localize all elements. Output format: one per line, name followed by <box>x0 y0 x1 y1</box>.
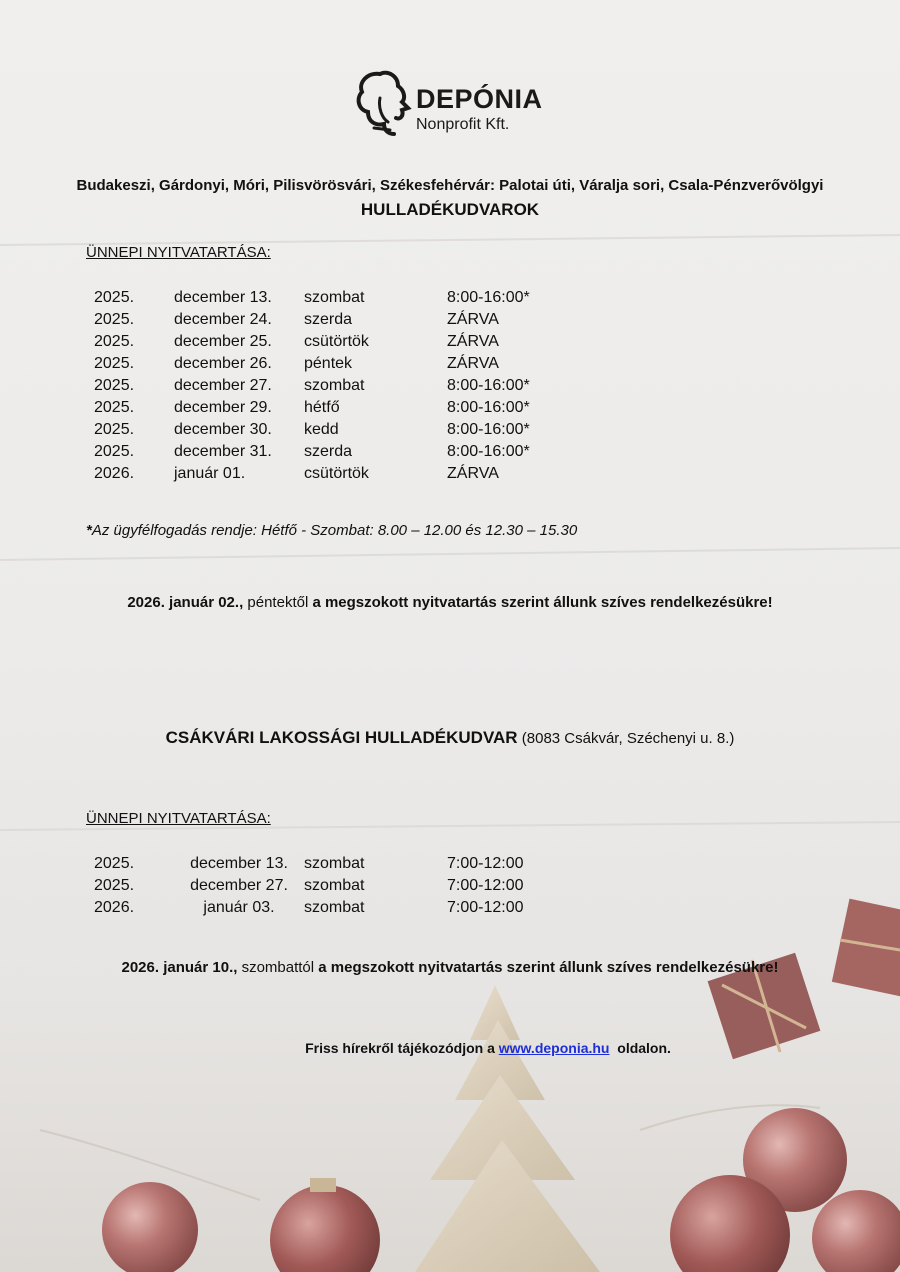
row-day: szombat <box>304 377 365 394</box>
row-day: kedd <box>304 421 339 438</box>
schedule-row <box>86 441 567 463</box>
row-hours: 7:00-12:00 <box>447 899 524 916</box>
row-year: 2026. <box>94 465 135 482</box>
notice2-date: 2026. január 10., <box>121 959 238 976</box>
row-date: december 25. <box>174 333 272 350</box>
section1-schedule-table <box>86 287 567 485</box>
section1-notice <box>0 594 900 611</box>
row-hours: ZÁRVA <box>447 333 499 350</box>
row-date: december 26. <box>174 355 272 372</box>
schedule-row <box>86 463 567 485</box>
row-date: január 03. <box>203 899 275 916</box>
row-date: december 29. <box>174 399 272 416</box>
row-hours: 8:00-16:00* <box>447 377 530 394</box>
section1-label: ÜNNEPI NYITVATARTÁSA: <box>86 244 271 261</box>
row-year: 2025. <box>94 399 135 416</box>
schedule-row <box>86 287 567 309</box>
row-day: szombat <box>304 289 365 306</box>
row-hours: ZÁRVA <box>447 355 499 372</box>
row-day: csütörtök <box>304 333 369 350</box>
section1-title-bold: HULLADÉKUDVAROK <box>360 200 540 219</box>
row-year: 2025. <box>94 421 135 438</box>
row-hours: 8:00-16:00* <box>447 421 530 438</box>
footer-suffix: oldalon. <box>609 1040 671 1056</box>
row-year: 2026. <box>94 899 135 916</box>
row-day: szombat <box>304 899 365 916</box>
row-hours: 8:00-16:00* <box>447 443 530 460</box>
row-day: hétfő <box>304 399 340 416</box>
row-year: 2025. <box>94 377 135 394</box>
footer-text: Friss hírekről tájékozódjon a <box>305 1040 499 1056</box>
row-date: december 27. <box>190 877 288 894</box>
schedule-row <box>86 353 567 375</box>
section2-schedule-table <box>86 853 567 919</box>
footer-news <box>0 1040 900 1056</box>
section2-notice <box>0 959 900 976</box>
row-day: szerda <box>304 443 353 460</box>
row-date: január 01. <box>174 465 246 482</box>
row-date: december 13. <box>190 855 288 872</box>
section2-title <box>0 728 900 748</box>
row-year: 2025. <box>94 855 135 872</box>
row-year: 2025. <box>94 443 135 460</box>
schedule-row <box>86 331 567 353</box>
footnote-star: * <box>86 522 92 539</box>
schedule-row <box>86 375 567 397</box>
row-day: csütörtök <box>304 465 369 482</box>
schedule-row <box>86 875 567 897</box>
row-hours: 7:00-12:00 <box>447 855 524 872</box>
row-year: 2025. <box>94 355 135 372</box>
section1-title-sites: Budakeszi, Gárdonyi, Móri, Pilisvörösvári, Székesfehérvár: Palotai úti, Váralja sori, Csala-Pénzverővölgyi <box>76 177 824 194</box>
schedule-row <box>86 419 567 441</box>
section2-address: (8083 Csákvár, Széchenyi u. 8.) <box>517 730 735 747</box>
logo-name: DEPÓNIA <box>416 84 543 114</box>
section2-title-bold: CSÁKVÁRI LAKOSSÁGI HULLADÉKUDVAR <box>165 728 518 747</box>
notice2-day: szombattól <box>237 959 319 976</box>
row-date: december 30. <box>174 421 272 438</box>
deponia-logo <box>354 68 554 138</box>
row-year: 2025. <box>94 333 135 350</box>
notice2-text: a megszokott nyitvatartás szerint állunk szíves rendelkezésükre! <box>318 959 779 976</box>
row-year: 2025. <box>94 311 135 328</box>
row-hours: ZÁRVA <box>447 465 499 482</box>
row-date: december 31. <box>174 443 272 460</box>
row-date: december 27. <box>174 377 272 394</box>
notice1-text: a megszokott nyitvatartás szerint állunk szíves rendelkezésükre! <box>312 594 773 611</box>
row-day: péntek <box>304 355 353 372</box>
website-link[interactable]: www.deponia.hu <box>498 1040 610 1056</box>
row-day: szombat <box>304 877 365 894</box>
section2-label: ÜNNEPI NYITVATARTÁSA: <box>86 810 271 827</box>
notice1-day: péntektől <box>243 594 313 611</box>
row-hours: 8:00-16:00* <box>447 289 530 306</box>
schedule-row <box>86 853 567 875</box>
section1-title <box>60 174 840 223</box>
row-date: december 13. <box>174 289 272 306</box>
logo-subtitle: Nonprofit Kft. <box>416 116 510 133</box>
row-hours: ZÁRVA <box>447 311 499 328</box>
schedule-row <box>86 897 567 919</box>
row-day: szerda <box>304 311 353 328</box>
row-hours: 8:00-16:00* <box>447 399 530 416</box>
schedule-row <box>86 397 567 419</box>
footnote-text: Az ügyfélfogadás rendje: Hétfő - Szombat: 8.00 – 12.00 és 12.30 – 15.30 <box>91 522 578 539</box>
notice1-date: 2026. január 02., <box>127 594 244 611</box>
tree-face-icon <box>354 68 412 138</box>
row-day: szombat <box>304 855 365 872</box>
row-date: december 24. <box>174 311 272 328</box>
schedule-row <box>86 309 567 331</box>
section1-footnote <box>86 522 577 539</box>
row-year: 2025. <box>94 289 135 306</box>
row-year: 2025. <box>94 877 135 894</box>
row-hours: 7:00-12:00 <box>447 877 524 894</box>
